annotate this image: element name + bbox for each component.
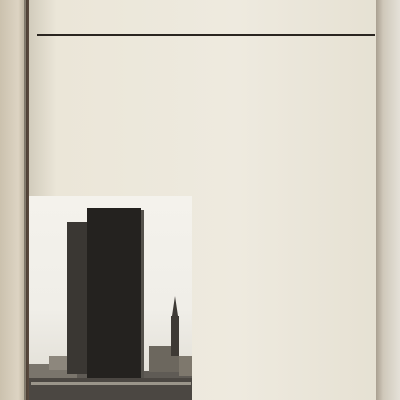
building-photo bbox=[29, 196, 192, 400]
masthead-rule bbox=[37, 34, 375, 36]
previous-page-edge bbox=[0, 0, 26, 400]
journal-page bbox=[29, 0, 376, 400]
next-pages-edge bbox=[376, 0, 400, 400]
cross-section-drawing bbox=[197, 80, 375, 400]
photo-svg bbox=[29, 196, 192, 400]
